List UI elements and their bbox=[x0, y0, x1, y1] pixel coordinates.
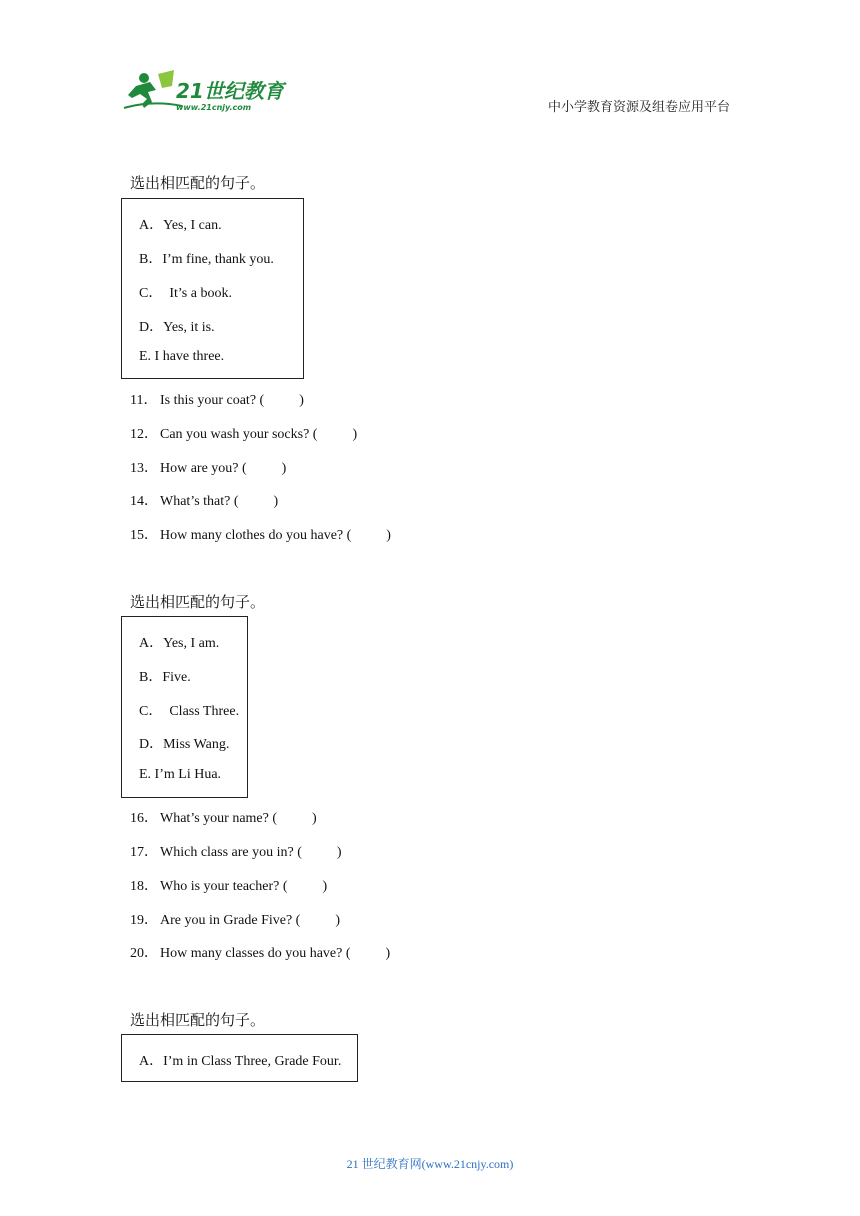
footer-link[interactable]: 21 世纪教育网(www.21cnjy.com) bbox=[346, 1157, 514, 1171]
runner-logo-icon bbox=[122, 68, 292, 116]
option-c: C． Class Three. bbox=[139, 704, 240, 719]
question-16: 16． What’s your name? ( ) bbox=[130, 811, 317, 826]
question-15: 15． How many clothes do you have? ( ) bbox=[130, 528, 391, 543]
section-title: 选出相匹配的句子。 bbox=[130, 176, 266, 192]
logo-main-text: 21世纪教育 bbox=[176, 79, 284, 103]
option-d: D．Yes, it is. bbox=[139, 320, 215, 335]
section-3 bbox=[130, 1009, 342, 1069]
option-d: D．Miss Wang. bbox=[139, 737, 230, 752]
option-b: B．I’m fine, thank you. bbox=[139, 252, 274, 267]
option-a: A．I’m in Class Three, Grade Four. bbox=[139, 1054, 342, 1069]
section-2 bbox=[130, 591, 391, 961]
option-e: E. I’m Li Hua. bbox=[139, 767, 222, 782]
section-1 bbox=[130, 172, 391, 543]
option-c: C． It’s a book. bbox=[139, 286, 232, 301]
question-17: 17． Which class are you in? ( ) bbox=[130, 845, 342, 860]
option-e: E. I have three. bbox=[139, 349, 225, 364]
question-13: 13． How are you? ( ) bbox=[130, 461, 287, 476]
question-14: 14． What’s that? ( ) bbox=[130, 494, 279, 509]
option-a: A．Yes, I can. bbox=[139, 218, 222, 233]
option-a: A．Yes, I am. bbox=[139, 636, 220, 651]
option-b: B．Five. bbox=[139, 670, 191, 685]
logo bbox=[122, 68, 292, 116]
logo-sub-text: www.21cnjy.com bbox=[176, 103, 252, 112]
section-title: 选出相匹配的句子。 bbox=[130, 595, 266, 611]
question-12: 12． Can you wash your socks? ( ) bbox=[130, 427, 358, 442]
question-11: 11． Is this your coat? ( ) bbox=[130, 393, 304, 408]
question-19: 19． Are you in Grade Five? ( ) bbox=[130, 913, 341, 928]
section-title: 选出相匹配的句子。 bbox=[130, 1013, 266, 1029]
platform-name: 中小学教育资源及组卷应用平台 bbox=[547, 99, 730, 114]
question-20: 20． How many classes do you have? ( ) bbox=[130, 946, 391, 961]
question-18: 18． Who is your teacher? ( ) bbox=[130, 879, 328, 894]
